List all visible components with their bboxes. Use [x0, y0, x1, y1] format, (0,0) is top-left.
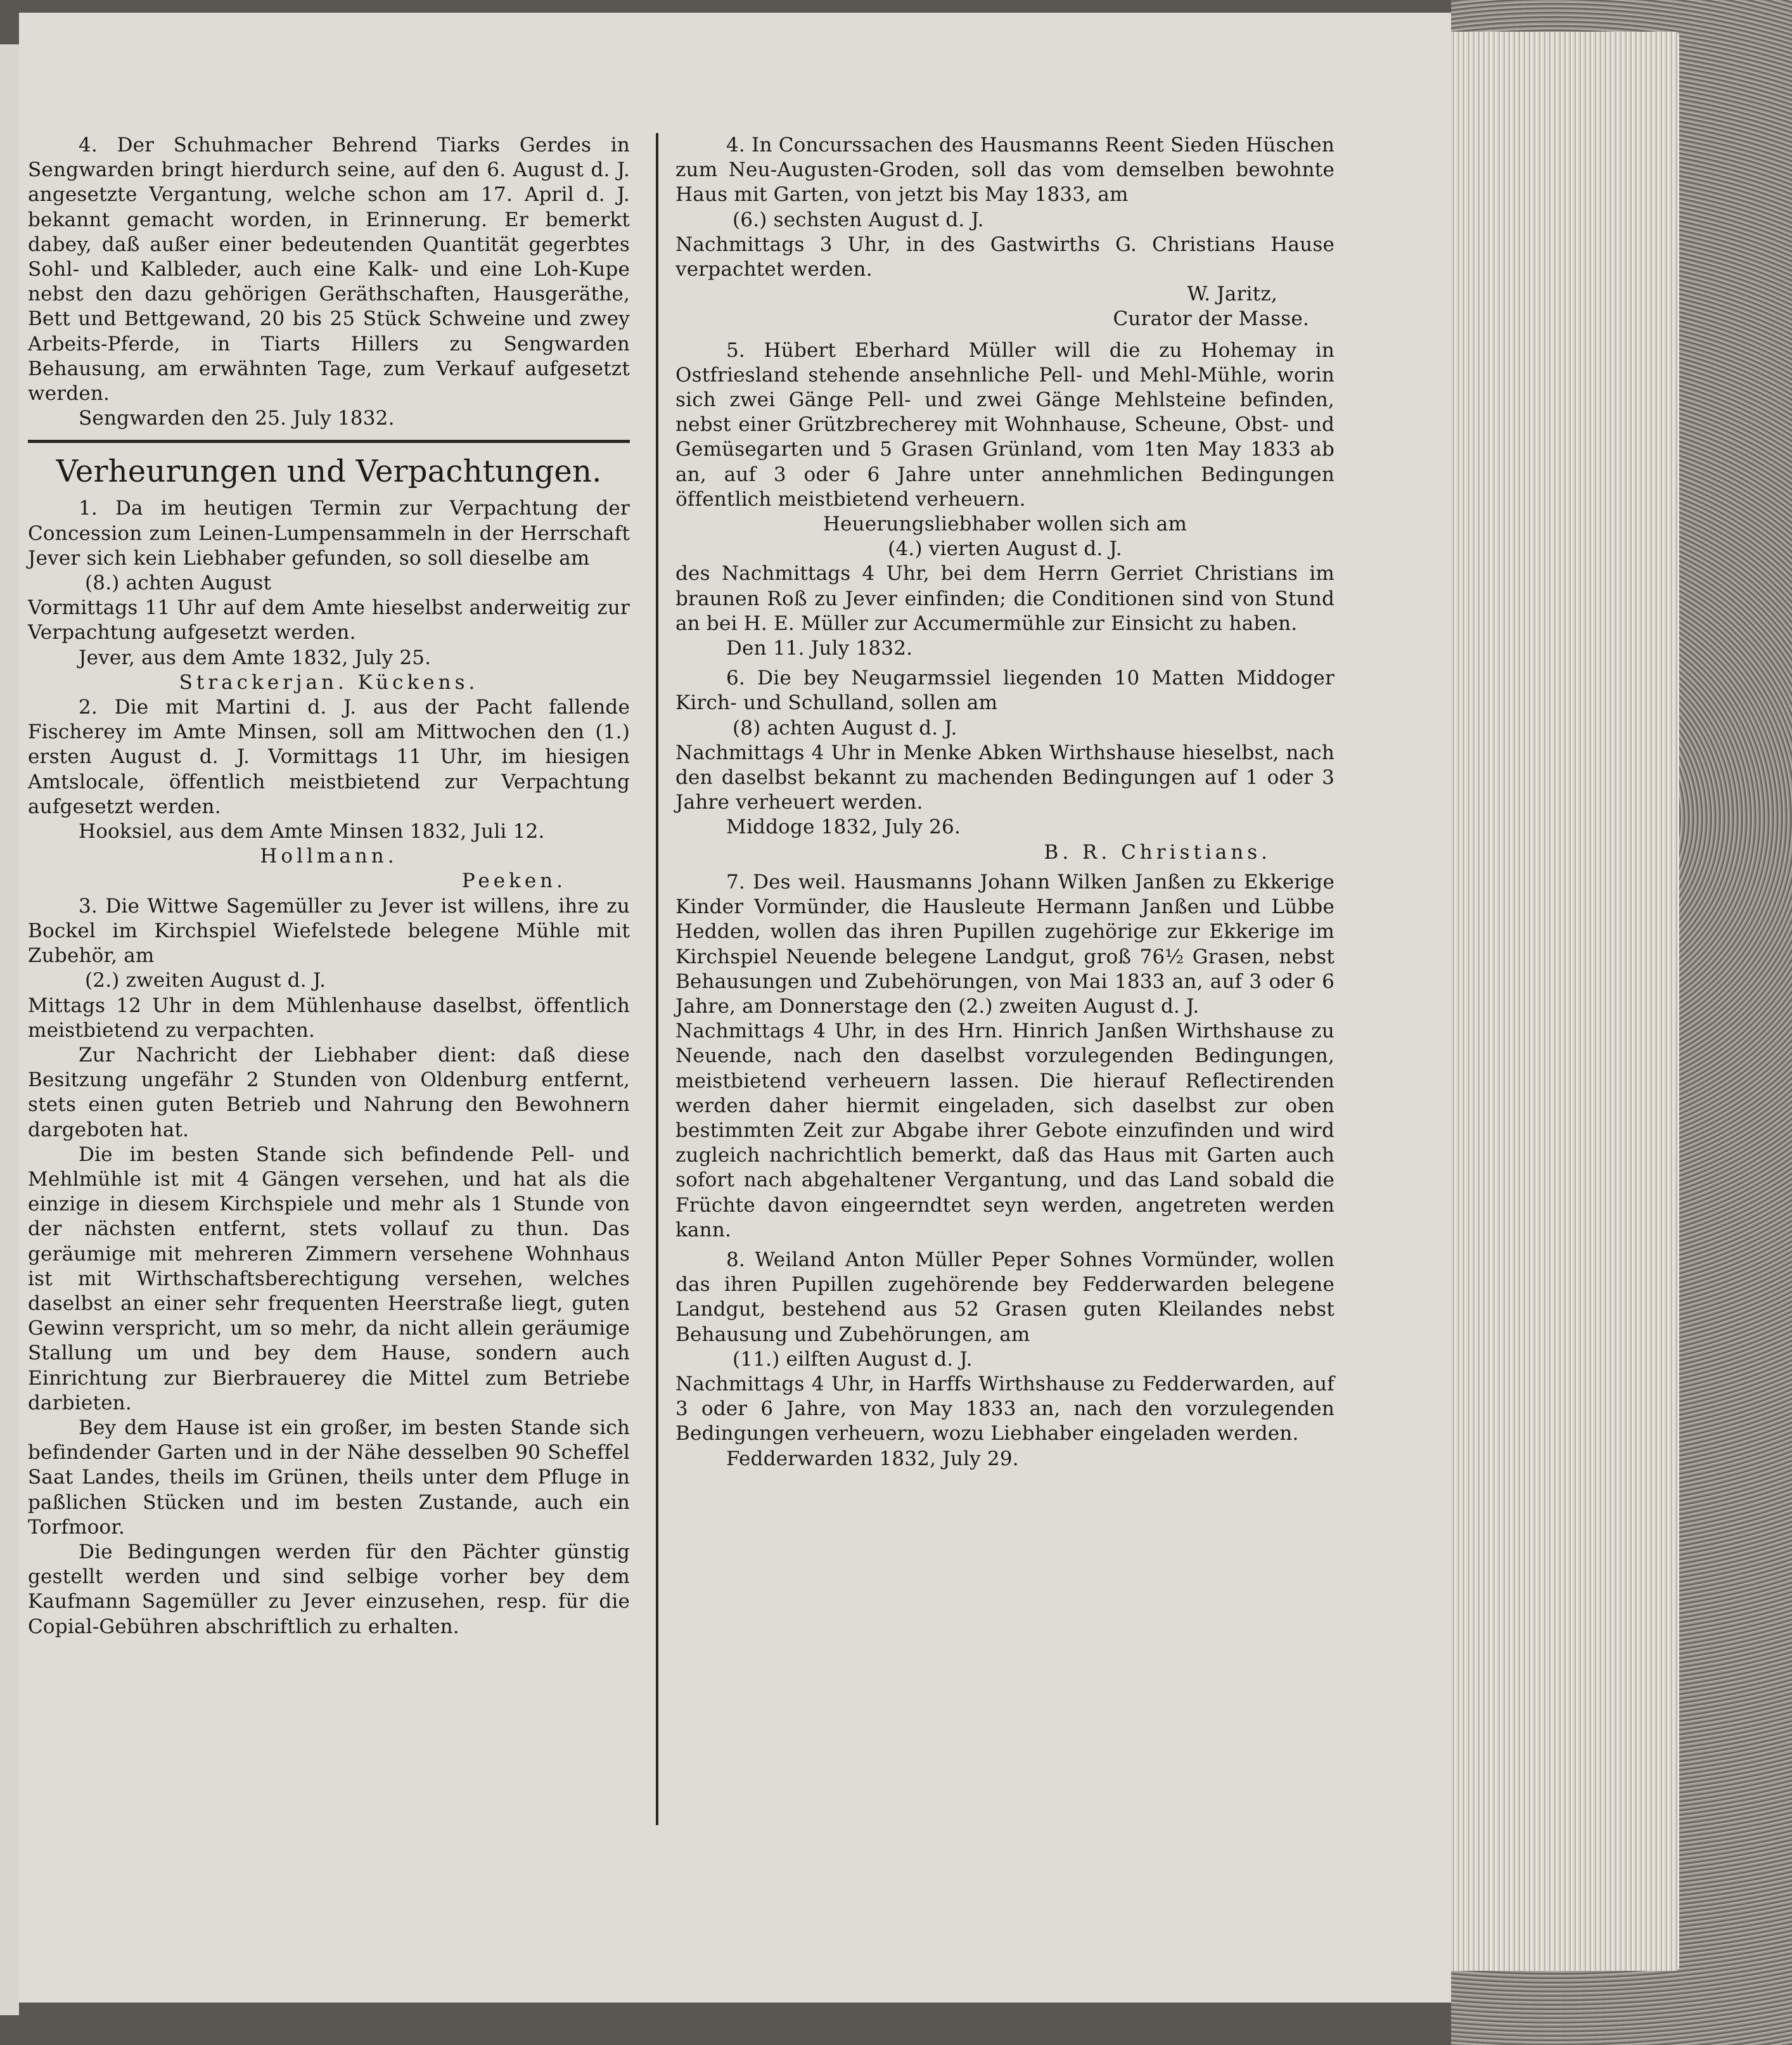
- notice-r4-signature-2: Curator der Masse.: [1113, 307, 1309, 331]
- notice-r8-day: (11.) eilften August d. J.: [733, 1347, 973, 1371]
- section-rule: [28, 440, 630, 443]
- notice-r8-date: Fedderwarden 1832, July 29.: [726, 1447, 1019, 1470]
- notice-r8-details: Nachmittags 4 Uhr, in Harffs Wirthshause zu Fedderwarden, auf 3 oder 6 Jahre, von May 1833 an, nach den vorzulegenden Bedingungen verheuern, wozu Liebhaber eingeladen werden.: [675, 1372, 1334, 1446]
- newspaper-page: [19, 13, 1451, 2003]
- section-heading: Verheurungen und Verpachtungen.: [56, 454, 602, 490]
- notice-r6-time: Nachmittags 4 Uhr in Menke Abken Wirthshause hieselbst, nach den daselbst bekannt zu machenden Bedingungen auf 1 oder 3 Jahre verheuert werden.: [675, 741, 1334, 814]
- notice-2-signature-1: Hollmann.: [260, 845, 398, 868]
- notice-r8: 8. Weiland Anton Müller Peper Sohnes Vormünder, wollen das ihren Pupillen zugehörende bey Fedderwarden belegene Landgut, bestehend aus 52 Grasen guten Kleilandes nebst Behausung und Zubehörungen, am: [675, 1248, 1334, 1346]
- notice-r5: 5. Hübert Eberhard Müller will die zu Hohemay in Ostfriesland stehende ansehnliche Pell- und Mehl-Mühle, worin sich zwei Gänge Pell- und zwei Gänge Mehlsteine befinden, nebst einer Grützbrecherey mit Wohnhause, Scheune, Obst- und Gemüsegarten und 5 Grasen Grünland, vom 1ten May 1833 ab an, auf 3 oder 6 Jahre unter annehmlichen Bedingungen öffentlich meistbietend verheuern.: [675, 338, 1334, 511]
- notice-3-time: Mittags 12 Uhr in dem Mühlenhause daselbst, öffentlich meistbietend zu verpachten.: [28, 994, 630, 1042]
- facing-page-edge: [0, 44, 19, 2015]
- notice-3-para-c: Zur Nachricht der Liebhaber dient: daß diese Besitzung ungefähr 2 Stunden von Oldenburg entfernt, stets einen guten Betrieb und Nahrung den Bewohnern dargeboten hat.: [28, 1043, 630, 1141]
- right-column: [675, 133, 1334, 1471]
- notice-2-date: Hooksiel, aus dem Amte Minsen 1832, Juli 12.: [79, 820, 545, 843]
- notice-r6-date: Middoge 1832, July 26.: [726, 816, 961, 839]
- notice-r5-date: Den 11. July 1832.: [726, 637, 913, 660]
- notice-r5-details: des Nachmittags 4 Uhr, bei dem Herrn Gerriet Christians im braunen Roß zu Jever einfinden; die Conditionen sind von Stund an bei H. E. Müller zur Accumermühle zur Einsicht zu haben.: [675, 562, 1334, 635]
- page-edges: [1451, 32, 1679, 1971]
- notice-3-para-d: Die im besten Stande sich befindende Pell- und Mehlmühle ist mit 4 Gängen versehen, und hat als die einzige in diesem Kirchspiele und mehr als 1 Stunde von der nächsten entfernt, stets vollauf zu thun. Das geräumige mit mehreren Zimmern versehene Wohnhaus ist mit Wirthschaftsberechtigung versehen, welches daselbst an einer sehr frequenten Heerstraße liegt, guten Gewinn verspricht, um so mehr, da nicht allein geräumige Stallung um und bey dem Hause, sondern auch Einrichtung zur Bierbrauerey die Mittel zum Betriebe darbieten.: [28, 1143, 630, 1414]
- notice-1-time: Vormittags 11 Uhr auf dem Amte hieselbst anderweitig zur Verpachtung aufgesetzt werden.: [28, 596, 630, 644]
- notice-4-shoemaker: 4. Der Schuhmacher Behrend Tiarks Gerdes in Sengwarden bringt hierdurch seine, auf den 6. August d. J. angesetzte Vergantung, welche schon am 17. April d. J. bekannt gemacht worden, in Erinnerung. Er bemerkt dabey, daß außer einer bedeutenden Quantität gegerbtes Sohl- und Kalbleder, auch eine Kalk- und eine Loh-Kupe nebst den dazu gehörigen Geräthschaften, Hausgeräthe, Bett und Bettgewand, 20 bis 25 Stück Schweine und zwey Arbeits-Pferde, in Tiarts Hillers zu Sengwarden Behausung, am erwähnten Tage, zum Verkauf aufgesetzt werden.: [28, 134, 630, 406]
- notice-3-day: (2.) zweiten August d. J.: [85, 969, 326, 992]
- notice-2: 2. Die mit Martini d. J. aus der Pacht fallende Fischerey im Amte Minsen, soll am Mittwochen den (1.) ersten August d. J. Vormittags 11 Uhr, im hiesigen Amtslocale, öffentlich meistbietend zur Verpachtung aufgesetzt werden.: [28, 696, 630, 818]
- notice-4-date: Sengwarden den 25. July 1832.: [79, 407, 395, 430]
- notice-3-para-e: Bey dem Hause ist ein großer, im besten Stande sich befindender Garten und in der Nähe desselben 90 Scheffel Saat Landes, theils im Grünen, theils unter dem Pfluge in paßlichen Stücken und im besten Zustande, auch ein Torfmoor.: [28, 1416, 630, 1539]
- notice-1: 1. Da im heutigen Termin zur Verpachtung der Concession zum Leinen-Lumpensammeln in der Herrschaft Jever sich kein Liebhaber gefunden, so soll dieselbe am: [28, 497, 630, 570]
- notice-1-signature: Strackerjan. Kückens.: [179, 670, 479, 694]
- notice-r6-signature: B. R. Christians.: [1044, 840, 1271, 864]
- notice-r6-day: (8) achten August d. J.: [733, 716, 957, 740]
- notice-r7-details: Nachmittags 4 Uhr, in des Hrn. Hinrich Janßen Wirthshause zu Neuende, nach den daselbst vorzulegenden Bedingungen, meistbietend verheuern lassen. Die hierauf Reflectirenden werden daher hiermit eingeladen, sich daselbst zur oben bestimmten Zeit zur Abgabe ihrer Gebote einzufinden und wird zugleich nachrichtlich bemerkt, daß das Haus mit Garten auch sofort nach abgehaltener Vergantung, und das Land sobald die Früchte davon eingeerndtet seyn werden, angetreten werden kann.: [675, 1020, 1334, 1241]
- notice-r5-invite: Heuerungsliebhaber wollen sich am: [822, 513, 1187, 536]
- column-rule: [656, 133, 658, 1825]
- notice-r4-time: Nachmittags 3 Uhr, in des Gastwirths G. Christians Hause verpachtet werden.: [675, 233, 1334, 281]
- left-column: [28, 133, 630, 1639]
- notice-r7: 7. Des weil. Hausmanns Johann Wilken Janßen zu Ekkerige Kinder Vormünder, die Hausleute Hermann Janßen und Lübbe Hedden, wollen das ihren Pupillen zugehörige zur Ekkerige im Kirchspiel Neuende belegene Landgut, groß 76½ Grasen, nebst Behausungen und Zubehörungen, von Mai 1833 an, auf 3 oder 6 Jahre, am Donnerstage den (2.) zweiten August d. J.: [675, 870, 1334, 1018]
- notice-3: 3. Die Wittwe Sagemüller zu Jever ist willens, ihre zu Bockel im Kirchspiel Wiefelstede belegene Mühle mit Zubehör, am: [28, 894, 630, 968]
- notice-3-para-f: Die Bedingungen werden für den Pächter günstig gestellt werden und sind selbige vorher bey dem Kaufmann Sagemüller zu Jever einzusehen, resp. für die Copial-Gebühren abschriftlich zu erhalten.: [28, 1540, 630, 1638]
- notice-1-date: Jever, aus dem Amte 1832, July 25.: [79, 646, 432, 669]
- notice-r4: 4. In Concurssachen des Hausmanns Reent Sieden Hüschen zum Neu-Augusten-Groden, soll das vom demselben bewohnte Haus mit Garten, von jetzt bis May 1833, am: [675, 134, 1334, 207]
- notice-r4-day: (6.) sechsten August d. J.: [733, 208, 984, 231]
- notice-1-day: (8.) achten August: [85, 572, 272, 595]
- notice-r6: 6. Die bey Neugarmssiel liegenden 10 Matten Middoger Kirch- und Schulland, sollen am: [675, 667, 1334, 715]
- notice-r4-signature-1: W. Jaritz,: [1187, 283, 1277, 306]
- notice-2-signature-2: Peeken.: [461, 869, 566, 893]
- notice-r5-day: (4.) vierten August d. J.: [888, 537, 1122, 561]
